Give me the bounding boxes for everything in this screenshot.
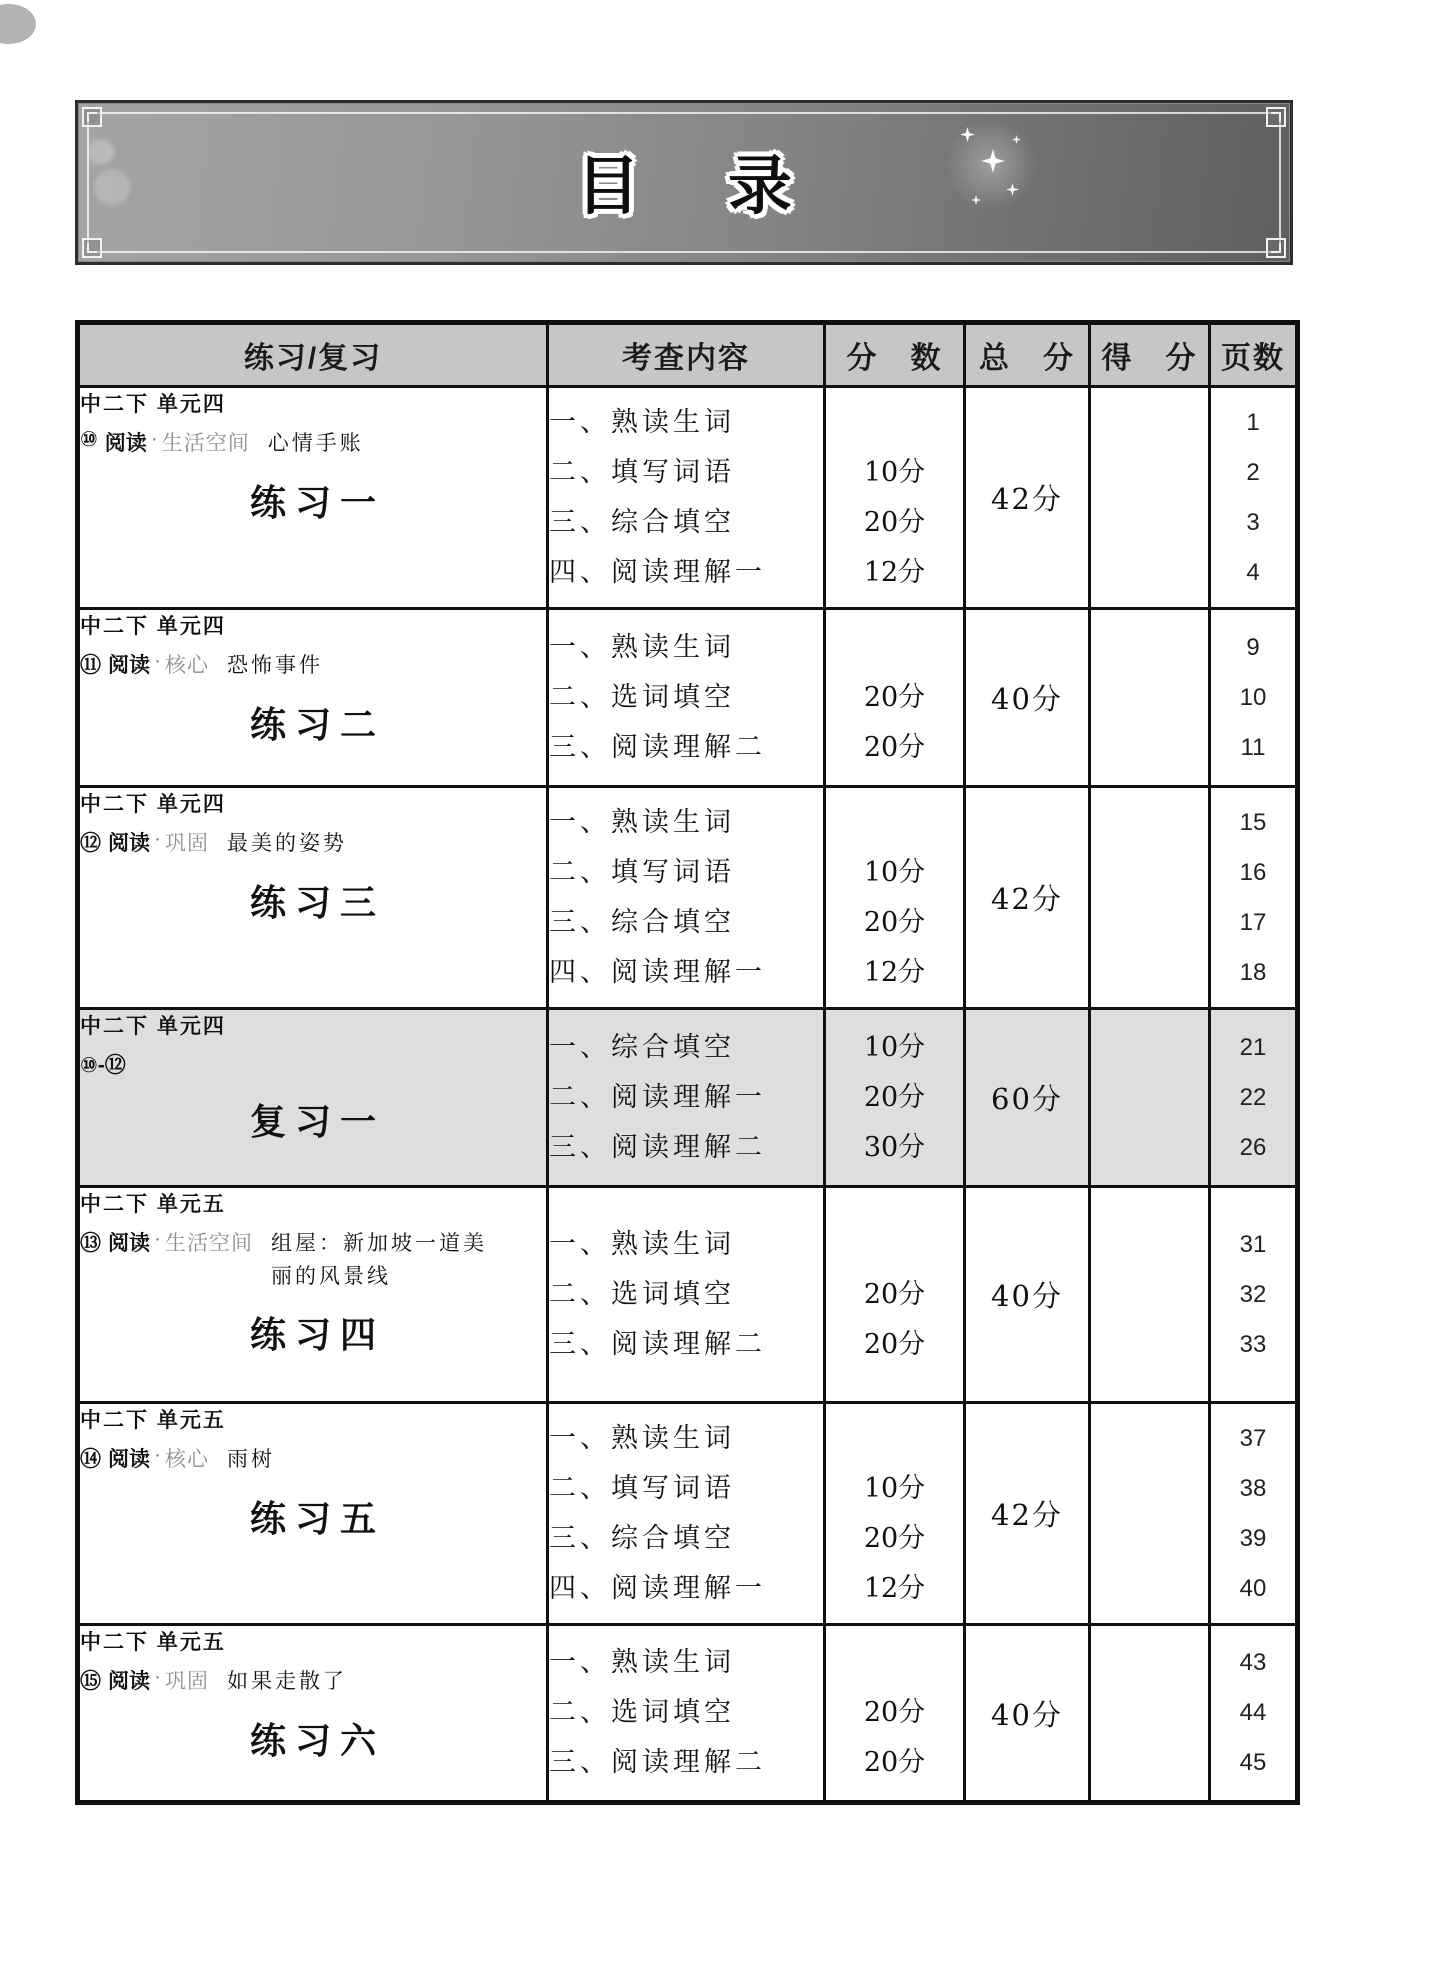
content-item: 二、选词填空 (549, 681, 735, 713)
item-score: 20分 (863, 1697, 926, 1728)
lesson-separator-icon: · (154, 1443, 161, 1466)
total-cell (965, 1187, 1090, 1403)
column-header: 页数 (1210, 323, 1298, 387)
spiral-ornament-icon (82, 238, 102, 258)
content-cell (548, 787, 825, 1009)
column-header: 考查内容 (548, 323, 825, 387)
lesson-title: 恐怖事件 (227, 653, 323, 677)
page-number: 3 (1246, 508, 1260, 536)
page-number: 32 (1239, 1280, 1267, 1308)
page-number: 9 (1246, 633, 1260, 661)
lesson-title: 如果走散了 (227, 1669, 347, 1693)
item-score: 20分 (863, 506, 926, 538)
item-score: 10分 (863, 856, 926, 888)
column-header: 得 分 (1090, 323, 1210, 387)
total-score: 42分 (991, 882, 1063, 916)
page-number: 11 (1240, 733, 1266, 761)
total-score: 40分 (991, 1697, 1063, 1732)
page-number: 21 (1239, 1033, 1267, 1061)
page-lines (1211, 1414, 1295, 1614)
page-number: 37 (1239, 1424, 1267, 1452)
lesson-number: ⑮ (80, 1670, 101, 1693)
lesson-category: 生活空间 (165, 1232, 253, 1255)
content-item: 三、阅读理解二 (549, 1328, 766, 1360)
page-lines (1211, 798, 1295, 998)
item-score: 20分 (863, 681, 926, 713)
content-item: 一、熟读生词 (549, 806, 735, 838)
page-number: 17 (1239, 908, 1267, 936)
page-number: 10 (1239, 683, 1267, 711)
content-item: 三、综合填空 (549, 506, 735, 538)
lesson-number: ⑭ (80, 1448, 101, 1471)
page-cell (1210, 387, 1298, 609)
item-score: 20分 (863, 906, 926, 938)
item-score (826, 1414, 963, 1464)
table-row (78, 1403, 1298, 1625)
score-lines (826, 1414, 963, 1614)
item-score: 20分 (863, 1081, 926, 1113)
total-cell (965, 787, 1090, 1009)
page-lines (1211, 623, 1295, 773)
title-banner (75, 100, 1293, 265)
content-item: 二、阅读理解一 (549, 1081, 766, 1113)
page-number: 40 (1239, 1574, 1267, 1602)
exercise-label: 练习六 (249, 1719, 385, 1761)
exercise-cell (78, 1187, 548, 1403)
content-item: 三、综合填空 (549, 906, 735, 938)
score-lines (826, 623, 963, 773)
content-item: 一、熟读生词 (549, 406, 735, 438)
lesson-type: 阅读 (104, 432, 147, 455)
item-score: 30分 (863, 1131, 926, 1163)
page-lines (1211, 1220, 1295, 1370)
table-row (78, 609, 1298, 787)
page-number: 38 (1239, 1474, 1267, 1502)
item-score: 12分 (863, 1572, 926, 1604)
content-item: 二、填写词语 (549, 856, 735, 888)
score-lines (826, 798, 963, 998)
content-item: 一、熟读生词 (549, 631, 735, 663)
unit-label: 中二下 单元五 (80, 1409, 226, 1432)
content-item: 二、填写词语 (549, 456, 735, 488)
exercise-cell (78, 1625, 548, 1803)
earned-cell (1090, 1187, 1210, 1403)
lesson-title: 组屋：新加坡一道美丽的风景线 (271, 1231, 487, 1288)
lesson-separator-icon: · (154, 827, 161, 850)
total-cell (965, 1625, 1090, 1803)
score-lines (826, 1023, 963, 1173)
item-score: 20分 (863, 1278, 926, 1310)
column-header: 练习/复习 (78, 323, 548, 387)
page-number: 22 (1239, 1083, 1267, 1111)
spiral-ornament-icon (1266, 107, 1286, 127)
page-number: 1 (1246, 408, 1260, 436)
item-score (826, 1638, 963, 1688)
spiral-ornament-icon (1266, 238, 1286, 258)
page-lines (1211, 1638, 1295, 1788)
item-score: 20分 (863, 1747, 926, 1778)
score-cell (825, 1403, 965, 1625)
page-number: 45 (1239, 1749, 1267, 1776)
lesson-category: 巩固 (165, 832, 209, 855)
earned-cell (1090, 787, 1210, 1009)
lesson-separator-icon: · (154, 649, 161, 672)
lesson-category: 生活空间 (161, 432, 250, 455)
score-lines (826, 1638, 963, 1788)
content-cell (548, 1009, 825, 1187)
unit-label: 中二下 单元四 (80, 793, 226, 816)
lesson-line (80, 1665, 546, 1698)
content-cell (548, 1403, 825, 1625)
toc-table (75, 320, 1300, 1805)
page-number: 39 (1239, 1524, 1267, 1552)
total-cell (965, 387, 1090, 609)
lesson-category: 核心 (165, 654, 209, 677)
score-cell (825, 1625, 965, 1803)
lesson-line (80, 1227, 546, 1292)
content-item: 四、阅读理解一 (549, 556, 766, 588)
content-item: 一、熟读生词 (549, 1228, 735, 1260)
exercise-label: 练习五 (249, 1497, 385, 1539)
unit-label: 中二下 单元四 (80, 1015, 226, 1038)
lesson-type: 阅读 (108, 654, 150, 677)
spiral-ornament-icon (82, 107, 102, 127)
content-lines (549, 1414, 823, 1614)
content-lines (549, 398, 823, 598)
table-row (78, 1625, 1298, 1803)
unit-label: 中二下 单元四 (80, 615, 226, 638)
content-cell (548, 609, 825, 787)
content-cell (548, 1187, 825, 1403)
score-cell (825, 1187, 965, 1403)
page-number: 33 (1239, 1330, 1267, 1358)
earned-cell (1090, 609, 1210, 787)
item-score (826, 623, 963, 673)
lesson-line (80, 827, 546, 860)
lesson-separator-icon: · (154, 1665, 161, 1688)
lesson-number: ⑫ (80, 832, 101, 855)
column-header: 总 分 (965, 323, 1090, 387)
content-item: 一、熟读生词 (549, 1647, 735, 1678)
content-item: 二、填写词语 (549, 1472, 735, 1504)
score-cell (825, 387, 965, 609)
lesson-number: ⑬ (80, 1232, 101, 1255)
score-lines (826, 398, 963, 598)
page-number: 15 (1239, 808, 1267, 836)
table-row (78, 1009, 1298, 1187)
total-score: 42分 (991, 1498, 1063, 1532)
item-score: 10分 (863, 456, 926, 488)
page-number: 16 (1239, 858, 1267, 886)
exercise-cell (78, 1009, 548, 1187)
score-cell (825, 609, 965, 787)
lesson-category: 核心 (165, 1448, 209, 1471)
exercise-label: 练习一 (249, 481, 385, 523)
exercise-label: 练习二 (249, 703, 385, 745)
lesson-title: 雨树 (227, 1447, 275, 1471)
page-number: 26 (1239, 1133, 1267, 1161)
content-item: 四、阅读理解一 (549, 956, 766, 988)
lesson-category: 巩固 (165, 1670, 209, 1693)
scan-artifact (0, 4, 36, 44)
exercise-label: 复习一 (249, 1101, 385, 1142)
earned-cell (1090, 1625, 1210, 1803)
total-score: 60分 (991, 1082, 1063, 1116)
exercise-cell (78, 387, 548, 609)
item-score: 20分 (863, 1328, 926, 1360)
page-lines (1211, 398, 1295, 598)
lesson-line (80, 1049, 546, 1079)
score-cell (825, 787, 965, 1009)
content-item: 三、阅读理解二 (549, 731, 766, 763)
item-score: 20分 (863, 731, 926, 763)
page-cell (1210, 1009, 1298, 1187)
page-number: 18 (1239, 958, 1267, 986)
table-row (78, 787, 1298, 1009)
page-number: 31 (1239, 1230, 1267, 1258)
lesson-separator-icon: · (154, 1227, 161, 1250)
content-lines (549, 1638, 823, 1788)
unit-label: 中二下 单元四 (80, 393, 226, 416)
item-score: 20分 (863, 1522, 926, 1554)
content-item: 一、熟读生词 (549, 1422, 735, 1454)
page-cell (1210, 609, 1298, 787)
lesson-type: 阅读 (108, 832, 150, 855)
exercise-label: 练习四 (249, 1314, 385, 1356)
content-item: 三、阅读理解二 (549, 1747, 766, 1778)
lesson-title: 心情手账 (267, 431, 364, 455)
toc-table-body (78, 387, 1298, 1803)
item-score: 10分 (863, 1031, 926, 1063)
item-score (826, 798, 963, 848)
page-number: 44 (1239, 1699, 1267, 1726)
lesson-type: 阅读 (108, 1670, 150, 1693)
unit-label: 中二下 单元五 (80, 1193, 226, 1216)
earned-cell (1090, 387, 1210, 609)
content-item: 二、选词填空 (549, 1697, 735, 1728)
page-cell (1210, 787, 1298, 1009)
score-cell (825, 1009, 965, 1187)
total-cell (965, 609, 1090, 787)
total-score: 42分 (991, 482, 1063, 516)
total-score: 40分 (991, 1279, 1063, 1313)
page-cell (1210, 1403, 1298, 1625)
page-cell (1210, 1625, 1298, 1803)
exercise-cell (78, 787, 548, 1009)
lesson-number: ⑩-⑫ (80, 1054, 126, 1077)
lesson-number: ⑪ (80, 654, 101, 677)
earned-cell (1090, 1009, 1210, 1187)
item-score: 10分 (863, 1472, 926, 1504)
item-score (826, 398, 963, 448)
content-cell (548, 387, 825, 609)
lesson-title: 最美的姿势 (227, 831, 347, 855)
toc-table-container (75, 320, 1300, 1805)
lesson-separator-icon: · (150, 427, 158, 450)
lesson-line (80, 1443, 546, 1476)
content-lines (549, 623, 823, 773)
item-score: 12分 (863, 956, 926, 988)
content-item: 三、综合填空 (549, 1522, 735, 1554)
lesson-line (80, 649, 546, 682)
content-lines (549, 1220, 823, 1370)
item-score: 12分 (863, 556, 926, 588)
table-row (78, 1187, 1298, 1403)
content-lines (549, 798, 823, 998)
exercise-cell (78, 1403, 548, 1625)
content-item: 一、综合填空 (549, 1031, 735, 1063)
page-title: 目 录 (576, 149, 804, 222)
page-cell (1210, 1187, 1298, 1403)
table-row (78, 387, 1298, 609)
earned-cell (1090, 1403, 1210, 1625)
column-header: 分 数 (825, 323, 965, 387)
page-number: 2 (1246, 458, 1260, 486)
page-number: 43 (1239, 1649, 1267, 1676)
toc-header-row (78, 323, 1298, 387)
content-item: 四、阅读理解一 (549, 1572, 766, 1604)
lesson-type: 阅读 (108, 1232, 150, 1255)
exercise-label: 练习三 (249, 881, 385, 923)
total-cell (965, 1009, 1090, 1187)
content-item: 二、选词填空 (549, 1278, 735, 1310)
page-number: 4 (1246, 558, 1260, 586)
lesson-type: 阅读 (108, 1448, 150, 1471)
total-score: 40分 (991, 682, 1063, 716)
content-item: 三、阅读理解二 (549, 1131, 766, 1163)
unit-label: 中二下 单元五 (80, 1631, 226, 1654)
content-lines (549, 1023, 823, 1173)
page-lines (1211, 1023, 1295, 1173)
total-cell (965, 1403, 1090, 1625)
exercise-cell (78, 609, 548, 787)
lesson-number: ⑩ (80, 428, 98, 451)
lesson-line (80, 427, 546, 460)
item-score (826, 1220, 963, 1270)
score-lines (826, 1220, 963, 1370)
content-cell (548, 1625, 825, 1803)
